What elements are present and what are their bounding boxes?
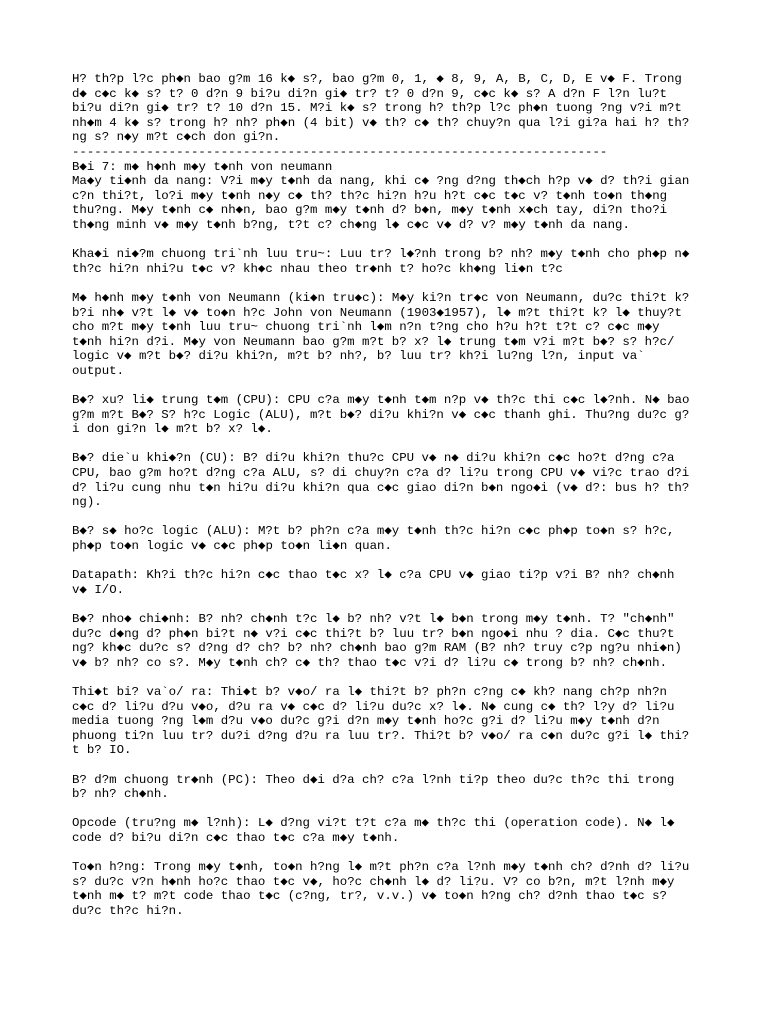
- paragraph-cpu: B◆? xu? li◆ trung t◆m (CPU): CPU c?a m◆y t◆nh t◆m n?p v◆ th?c thi c◆c l◆?nh. N◆ bao g?m m?t B◆? S? h?c Logic (ALU), m?t b◆? di?u khi?n v◆ c◆c thanh ghi. Thu?ng du?c g? i don gi?n l◆ m?t b? x? l◆.: [72, 393, 690, 437]
- paragraph-control-unit: B◆? die`u khi◆?n (CU): B? di?u khi?n thu?c CPU v◆ n◆ di?u khi?n c◆c ho?t d?ng c?a CPU, bao g?m ho?t d?ng c?a ALU, s? di chuy?n c?a d? li?u trong CPU v◆ vi?c trao d?i d? li?u cung nhu t◆n hi?u di?u khi?n qua c◆c giao di?n b◆n ngo◆i (v◆ d?: bus h? th? ng).: [72, 451, 690, 510]
- paragraph-datapath: Datapath: Kh?i th?c hi?n c◆c thao t◆c x? l◆ c?a CPU v◆ giao ti?p v?i B? nh? ch◆nh v◆ I/O.: [72, 568, 675, 597]
- paragraph-stored-program: Kha◆i ni◆?m chuong tri`nh luu tru~: Luu tr? l◆?nh trong b? nh? m◆y t◆nh cho ph◆p n◆ th?c hi?n nhi?u t◆c v? kh◆c nhau theo tr◆nh t? ho?c kh◆ng li◆n t?c: [72, 247, 690, 276]
- paragraph-operand: To◆n h?ng: Trong m◆y t◆nh, to◆n h?ng l◆ m?t ph?n c?a l?nh m◆y t◆nh ch? d?nh d? li?u s? du?c v?n h◆nh ho?c thao t◆c v◆, ho?c ch◆nh l◆ d? li?u. V? co b?n, m?t l?nh m◆y t◆nh m◆ t? m?t code thao t◆c (c?ng, tr?, v.v.) v◆ to◆n h?ng ch? d?nh thao t◆c s? du?c th?c hi?n.: [72, 860, 690, 918]
- paragraph-hex-system: H? th?p l?c ph◆n bao g?m 16 k◆ s?, bao g?m 0, 1, ◆ 8, 9, A, B, C, D, E v◆ F. Trong d◆ c◆c k◆ s? t? 0 d?n 9 bi?u di?n gi◆ tr? t? 0 d?n 9, c◆c k◆ s? A d?n F l?n lu?t bi?u di?n gi◆ tr? t? 10 d?n 15. M?i k◆ s? trong h? th?p l?c ph◆n tuong ?ng v?i m?t nh◆m 4 k◆ s? trong h? nh? ph◆n (4 bit) v◆ th? c◆ th? chuy?n qua l?i gi?a hai h? th? ng s? n◆y m?t c◆ch don gi?n. ------------------------------------------------------------------------: [72, 72, 690, 159]
- paragraph-opcode: Opcode (tru?ng m◆ l?nh): L◆ d?ng vi?t t?t c?a m◆ th?c thi (operation code). N◆ l◆ code d? bi?u di?n c◆c thao t◆c c?a m◆y t◆nh.: [72, 816, 675, 845]
- paragraph-io-devices: Thi◆t bi? va`o/ ra: Thi◆t b? v◆o/ ra l◆ thi?t b? ph?n c?ng c◆ kh? nang ch?p nh?n c◆c d? li?u d?u v◆o, d?u ra v◆ c◆c d? li?u du?c x? l◆. N◆ cung c◆ th? l?y d? li?u media tuong ?ng l◆m d?u v◆o du?c g?i d?n m◆y t◆nh ho?c g?i d? li?u m◆y t◆nh d?n phuong ti?n luu tr? du?i d?ng d?u ra luu tr?. Thi?t b? v◆o/ ra c◆n du?c g?i l◆ thi? t b? IO.: [72, 684, 690, 758]
- document-page: [72, 72, 702, 933]
- paragraph-program-counter: B? d?m chuong tr◆nh (PC): Theo d◆i d?a ch? c?a l?nh ti?p theo du?c th?c thi trong b? nh? ch◆nh.: [72, 772, 675, 802]
- paragraph-lesson-7: B◆i 7: m◆ h◆nh m◆y t◆nh von neumann Ma◆y ti◆nh da nang: V?i m◆y t◆nh da nang, khi c◆ ?ng d?ng th◆ch h?p v◆ d? th?i gian c?n thi?t, lo?i m◆y t◆nh n◆y c◆ th? th?c hi?n h?u h?t c◆c t◆c v? t◆nh to◆n th◆ng thu?ng. M◆y t◆nh c◆ nh◆n, bao g?m m◆y t◆nh d? b◆n, m◆y t◆nh x◆ch tay, di?n tho?i th◆ng minh v◆ m◆y t◆nh b?ng, t?t c? ch◆ng l◆ c◆c v◆ d? v? m◆y t◆nh da nang.: [72, 159, 690, 232]
- paragraph-alu: B◆? s◆ ho?c logic (ALU): M?t b? ph?n c?a m◆y t◆nh th?c hi?n c◆c ph◆p to◆n s? h?c, ph◆p to◆n logic v◆ c◆c ph◆p to◆n li◆n quan.: [72, 524, 675, 553]
- paragraph-von-neumann-model: M◆ h◆nh m◆y t◆nh von Neumann (ki◆n tru◆c): M◆y ki?n tr◆c von Neumann, du?c thi?t k? b?i nh◆ v?t l◆ v◆ to◆n h?c John von Neumann (1903◆1957), l◆ m?t thi?t k? l◆ thuy?t cho m?t m◆y t◆nh luu tru~ chuong tri`nh l◆m n?n t?ng cho h?u h?t t?t c? c◆c m◆y t◆nh hi?n d?i. M◆y von Neumann bao g?m m?t b? x? l◆ trung t◆m v?i m?t b◆? s? h?c/ logic v◆ m?t b◆? di?u khi?n, m?t b? nh?, b? luu tr? kh?i lu?ng l?n, input va` output.: [72, 290, 690, 378]
- paragraph-main-memory: B◆? nho◆ chi◆nh: B? nh? ch◆nh t?c l◆ b? nh? v?t l◆ b◆n trong m◆y t◆nh. T? "ch◆nh" du?c d◆ng d? ph◆n bi?t n◆ v?i c◆c thi?t b? luu tr? b◆n ngo◆i nhu ? dia. C◆c thu?t ng? kh◆c du?c s? d?ng d? ch? b? nh? ch◆nh bao g?m RAM (B? nh? truy c?p ng?u nhi◆n) v◆ b? nh? co s?. M◆y t◆nh ch? c◆ th? thao t◆c v?i d? li?u c◆ trong b? nh? ch◆nh.: [72, 611, 682, 670]
